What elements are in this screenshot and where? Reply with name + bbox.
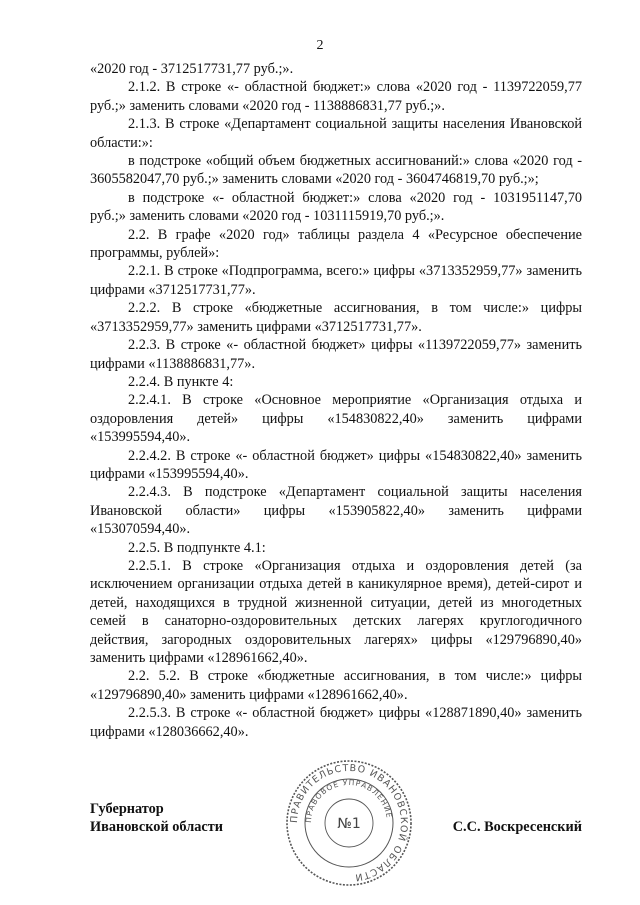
- signature-title-line1: Губернатор: [90, 801, 164, 817]
- paragraph: 2.2.1. В строке «Подпрограмма, всего:» цифры «3713352959,77» заменить цифрами «3712517731,77».: [90, 263, 582, 298]
- paragraph: 2.2.5.1. В строке «Организация отдыха и оздоровления детей (за исключением организации отдыха детей в каникулярное время), детей-сирот и детей, находящихся в трудной жизненной ситуации, детей из многодетных семей в санаторно-оздоровительных детских лагерях круглогодичного действия, загородных оздоровительных лагерях» цифры «129796890,40» заменить цифрами «128961662,40».: [90, 557, 582, 666]
- paragraph: 2.2.2. В строке «бюджетные ассигнования, в том числе:» цифры «3713352959,77» заменить цифрами «3712517731,77».: [90, 300, 582, 335]
- paragraph: 2.2.5.3. В строке «- областной бюджет» цифры «128871890,40» заменить цифрами «128036662,40».: [90, 705, 582, 740]
- signature-title: [90, 800, 223, 837]
- paragraph: в подстроке «общий объем бюджетных ассигнований:» слова «2020 год - 3605582047,70 руб.;» заменить словами «2020 год - 3604746819,70 руб.;»;: [90, 153, 582, 188]
- paragraph: «2020 год - 3712517731,77 руб.;».: [90, 61, 294, 77]
- official-seal-stamp: [284, 758, 414, 888]
- paragraph: 2.1.3. В строке «Департамент социальной защиты населения Ивановской области:»:: [90, 116, 582, 151]
- paragraph: 2.2. 5.2. В строке «бюджетные ассигнования, в том числе:» цифры «129796890,40» заменить цифрами «128961662,40».: [90, 668, 582, 703]
- paragraph: 2.2.3. В строке «- областной бюджет» цифры «1139722059,77» заменить цифрами «1138886831,77».: [90, 337, 582, 372]
- paragraph: в подстроке «- областной бюджет:» слова «2020 год - 1031951147,70 руб.;» заменить словами «2020 год - 1031115919,70 руб.;».: [90, 189, 582, 225]
- paragraph: 2.2.4.1. В строке «Основное мероприятие «Организация отдыха и оздоровления детей» цифры «154830822,40» заменить цифрами «153995594,40».: [90, 392, 582, 446]
- paragraph: 2.1.2. В строке «- областной бюджет:» слова «2020 год - 1139722059,77 руб.;» заменить словами «2020 год - 1138886831,77 руб.;».: [90, 79, 582, 114]
- seal-inner-text: ПРАВОВОЕ УПРАВЛЕНИЕ: [303, 777, 394, 824]
- paragraph: 2.2.4.3. В подстроке «Департамент социальной защиты населения Ивановской области» цифры «153905822,40» заменить цифрами «153070594,40».: [90, 484, 582, 538]
- paragraph: 2.2.5. В подпункте 4.1:: [128, 539, 266, 556]
- paragraph: 2.2.4. В пункте 4:: [128, 373, 234, 390]
- signature-name: С.С. Воскресенский: [452, 819, 582, 835]
- paragraph: 2.2.4.2. В строке «- областной бюджет» цифры «154830822,40» заменить цифрами «153995594,40».: [90, 447, 582, 482]
- paragraph: 2.2. В графе «2020 год» таблицы раздела 4 «Ресурсное обеспечение программы, рублей»:: [90, 226, 582, 262]
- page-number: 2: [316, 38, 324, 53]
- seal-number: №1: [337, 816, 361, 832]
- document-body: [90, 60, 582, 741]
- seal-outer-text: ПРАВИТЕЛЬСТВО ИВАНОВСКОЙ ОБЛАСТИ: [288, 762, 410, 883]
- signature-title-line2: Ивановской области: [90, 819, 223, 836]
